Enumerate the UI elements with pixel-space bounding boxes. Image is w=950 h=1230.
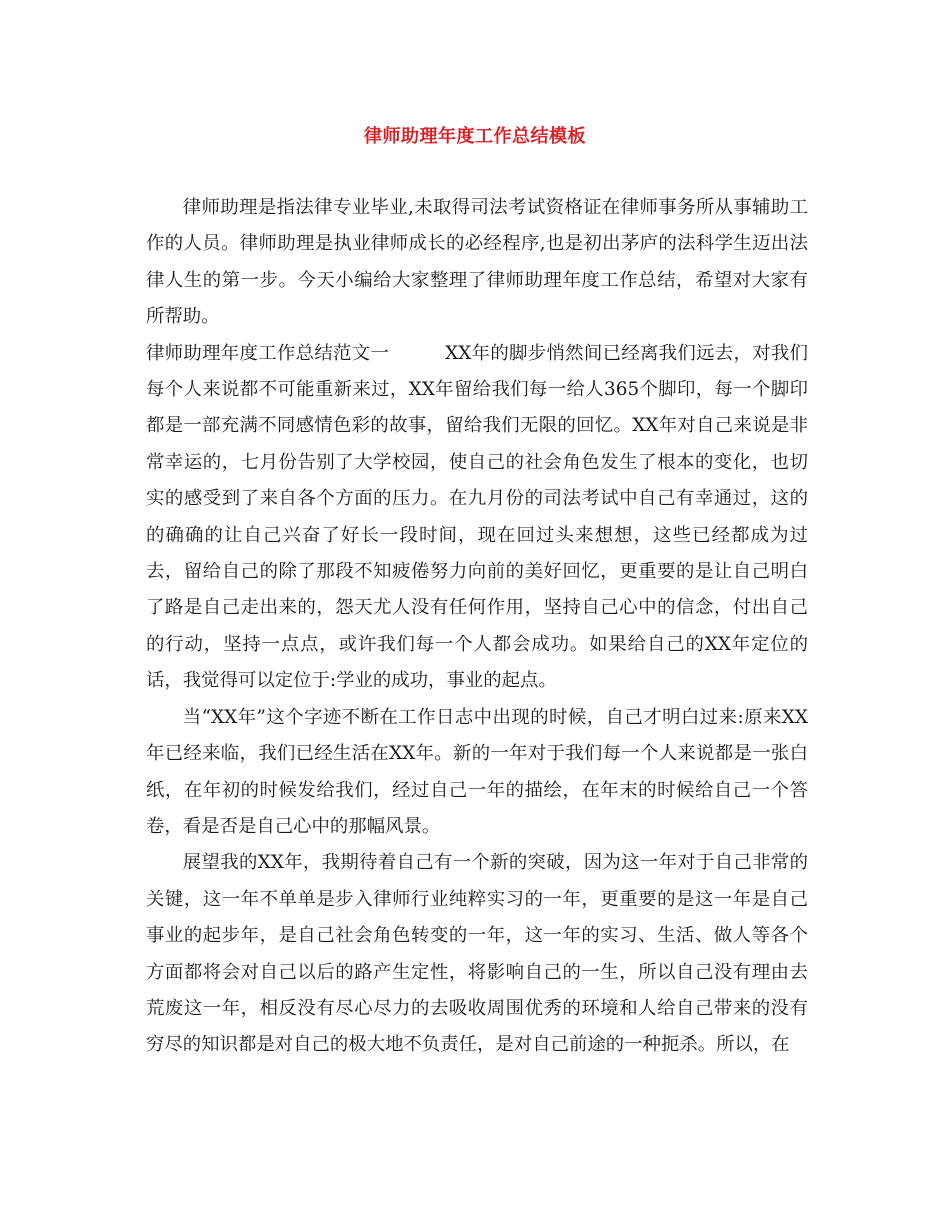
section-heading: 律师助理年度工作总结范文一 <box>146 342 390 364</box>
paragraph-intro: 律师助理是指法律专业毕业,未取得司法考试资格证在律师事务所从事辅助工作的人员。律师助理是执业律师成长的必经程序,也是初出茅庐的法科学生迈出法律人生的第一步。今天小编给大家整理了律师助理年度工作总结，希望对大家有所帮助。 <box>146 197 808 328</box>
paragraph-new-year: 当“XX年”这个字迹不断在工作日志中出现的时候，自己才明白过来:原来XX年已经来临，我们已经生活在XX年。新的一年对于我们每一个人来说都是一张白纸，在年初的时候发给我们，经过自己一年的描绘，在年末的时候给自己一个答卷，看是否是自己心中的那幅风景。 <box>146 706 808 837</box>
document-body <box>146 190 808 1064</box>
paragraph-outlook: 展望我的XX年，我期待着自己有一个新的突破，因为这一年对于自己非常的关键，这一年不单单是步入律师行业纯粹实习的一年，更重要的是这一年是自己事业的起步年，是自己社会角色转变的一年，这一年的实习、生活、做人等各个方面都将会对自己以后的路产生定性，将影响自己的一生，所以自己没有理由去荒废这一年，相反没有尽心尽力的去吸收周围优秀的环境和人给自己带来的没有穷尽的知识都是对自己的极大地不负责任，是对自己前途的一种扼杀。所以，在 <box>146 852 808 1056</box>
document-title: 律师助理年度工作总结模板 <box>364 126 586 147</box>
paragraph-sample-one-text: XX年的脚步悄然间已经离我们远去，对我们每个人来说都不可能重新来过，XX年留给我们每一给人365个脚印，每一个脚印都是一部充满不同感情色彩的故事，留给我们无限的回忆。XX年对自己来说是非常幸运的，七月份告别了大学校园，使自己的社会角色发生了根本的变化，也切实的感受到了来自各个方面的压力。在九月份的司法考试中自己有幸通过，这的的确确的让自己兴奋了好长一段时间，现在回过头来想想，这些已经都成为过去，留给自己的除了那段不知疲倦努力向前的美好回忆，更重要的是让自己明白了路是自己走出来的，怨天尤人没有任何作用，坚持自己心中的信念，付出自己的行动，坚持一点点，或许我们每一个人都会成功。如果给自己的XX年定位的话，我觉得可以定位于:学业的成功，事业的起点。 <box>146 342 808 692</box>
paragraph-sample-one <box>146 336 808 700</box>
